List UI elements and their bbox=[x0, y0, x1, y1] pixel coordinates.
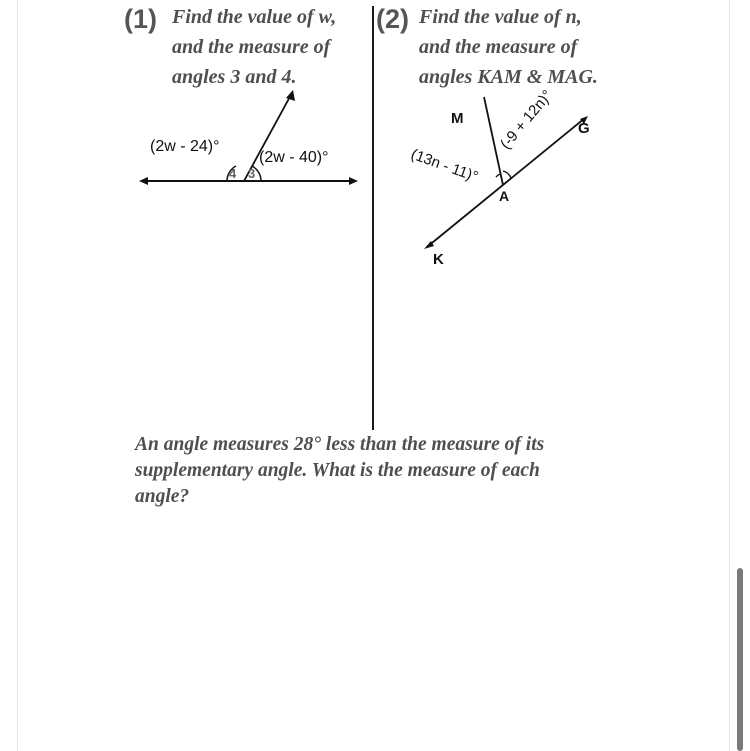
angle-mag-label: (-9 + 12n)° bbox=[497, 86, 556, 153]
problem-3-line: An angle measures 28° less than the measure of its bbox=[135, 434, 545, 455]
problem-2-line: Find the value of n, bbox=[419, 6, 582, 28]
angle-left-label: (2w - 24)° bbox=[150, 138, 220, 155]
point-k-label: K bbox=[433, 251, 444, 268]
problem-2-line: and the measure of bbox=[419, 36, 578, 58]
point-g-label: G bbox=[578, 120, 590, 137]
angle-right-label: (2w - 40)° bbox=[259, 149, 329, 166]
problem-1-number: (1) bbox=[124, 4, 157, 34]
problem-3-text bbox=[135, 432, 605, 510]
problem-2-line: angles KAM & MAG. bbox=[419, 66, 598, 88]
angle-mag-arc bbox=[503, 171, 511, 178]
problem-2-number: (2) bbox=[376, 4, 409, 34]
point-m-label: M bbox=[451, 110, 464, 127]
problem-1-line: Find the value of w, bbox=[172, 6, 337, 28]
problem-1-line: and the measure of bbox=[172, 36, 331, 58]
angle-4-label: 4 bbox=[229, 166, 237, 181]
angle-kam-arc bbox=[496, 174, 500, 177]
angle-kam-label: (13n - 11)° bbox=[408, 145, 481, 186]
problem-1-line: angles 3 and 4. bbox=[172, 66, 297, 88]
problem-3-line: angle? bbox=[135, 486, 190, 507]
point-a-label: A bbox=[499, 188, 510, 204]
problem-3-line: supplementary angle. What is the measure of each bbox=[135, 460, 540, 481]
angle-3-label: 3 bbox=[248, 166, 256, 181]
